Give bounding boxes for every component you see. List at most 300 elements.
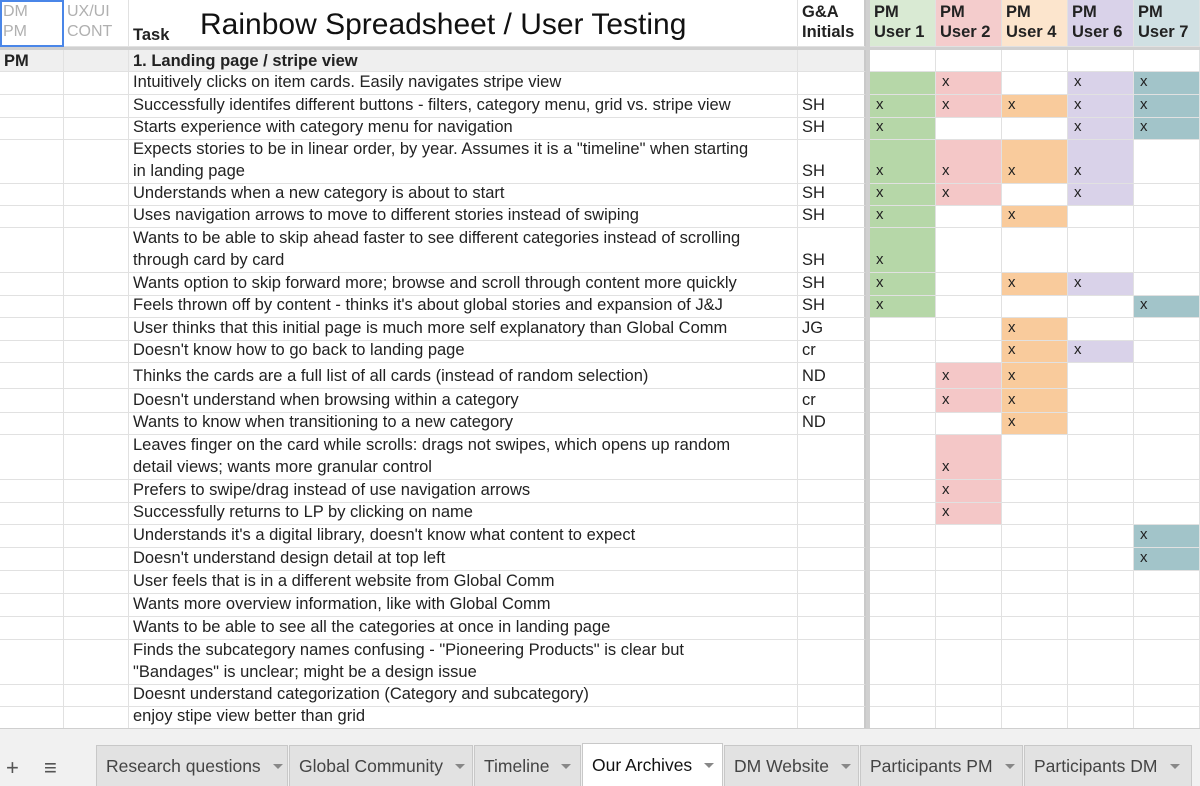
initials-cell[interactable]	[798, 318, 866, 341]
mark-text	[1002, 477, 1067, 478]
initials-cell[interactable]	[798, 503, 866, 525]
task-cell[interactable]	[129, 685, 798, 707]
dm-pm-cell[interactable]	[0, 184, 64, 206]
dm-pm-cell[interactable]	[0, 95, 64, 118]
user-cell-user4[interactable]	[1002, 296, 1068, 318]
ux-ui-cont-cell[interactable]	[64, 72, 129, 95]
user-cell-user2[interactable]	[936, 118, 1002, 140]
initials-cell[interactable]	[798, 118, 866, 140]
section-cell[interactable]	[1002, 50, 1068, 72]
frozen-row-divider[interactable]	[0, 47, 1200, 50]
user-cell-user1[interactable]	[870, 341, 936, 363]
user-cell-user2[interactable]	[936, 228, 1002, 273]
user-cell-user4[interactable]	[1002, 685, 1068, 707]
user-cell-user1[interactable]	[870, 617, 936, 640]
user-cell-user2[interactable]	[936, 95, 1002, 118]
section-cell[interactable]	[798, 50, 866, 72]
mark-text	[1068, 338, 1133, 339]
ux-ui-cont-cell[interactable]	[64, 548, 129, 571]
user-cell-user4[interactable]	[1002, 318, 1068, 341]
ux-ui-cont-cell[interactable]	[64, 389, 129, 413]
task-cell[interactable]	[129, 435, 798, 480]
user-cell-user6[interactable]	[1068, 228, 1134, 273]
user-cell-user2[interactable]	[936, 617, 1002, 640]
ux-ui-cont-cell[interactable]	[64, 95, 129, 118]
section-cell[interactable]	[0, 50, 64, 72]
user-cell-user7[interactable]	[1134, 548, 1200, 571]
initials-cell[interactable]	[798, 389, 866, 413]
task-cell[interactable]	[129, 525, 798, 548]
user-cell-user2[interactable]	[936, 525, 1002, 548]
task-cell[interactable]	[129, 318, 798, 341]
task-cell[interactable]	[129, 296, 798, 318]
sheet-tab-label: Participants PM	[870, 756, 993, 776]
user-cell-user2[interactable]	[936, 273, 1002, 296]
header-ux-ui-cont-label: UX/UI CONT	[67, 3, 113, 40]
chevron-down-icon[interactable]	[455, 764, 465, 769]
initials-cell[interactable]	[798, 685, 866, 707]
chevron-down-icon[interactable]	[1170, 764, 1180, 769]
user-cell-user4[interactable]	[1002, 571, 1068, 594]
user-cell-user1[interactable]	[870, 184, 936, 206]
add-sheet-button[interactable]: +	[6, 755, 19, 780]
ux-ui-cont-cell[interactable]	[64, 480, 129, 503]
initials-cell[interactable]	[798, 206, 866, 228]
user-cell-user4[interactable]	[1002, 228, 1068, 273]
user-cell-user4[interactable]	[1002, 184, 1068, 206]
sheet-tab-global-community[interactable]	[289, 745, 473, 786]
initials-cell[interactable]	[798, 548, 866, 571]
user-cell-user4[interactable]	[1002, 617, 1068, 640]
header-cell-initials[interactable]	[798, 0, 866, 47]
user-cell-user4[interactable]	[1002, 435, 1068, 480]
table-row	[0, 341, 1200, 363]
user-cell-user7[interactable]	[1134, 413, 1200, 435]
sheet-tab-participants-dm[interactable]	[1024, 745, 1192, 786]
user-cell-user1[interactable]	[870, 140, 936, 184]
task-cell[interactable]	[129, 640, 798, 685]
dm-pm-cell[interactable]	[0, 685, 64, 707]
initials-cell[interactable]	[798, 363, 866, 389]
user-cell-user1[interactable]	[870, 594, 936, 617]
section-cell[interactable]	[129, 50, 798, 72]
user-cell-user2[interactable]	[936, 548, 1002, 571]
dm-pm-cell[interactable]	[0, 140, 64, 184]
user-cell-user6[interactable]	[1068, 389, 1134, 413]
initials-cell[interactable]	[798, 413, 866, 435]
header-cell-user-4[interactable]	[1068, 0, 1134, 47]
ux-ui-cont-cell[interactable]	[64, 363, 129, 389]
user-cell-user7[interactable]	[1134, 118, 1200, 140]
user-cell-user1[interactable]	[870, 206, 936, 228]
initials-text: cr	[802, 391, 816, 409]
ux-ui-cont-cell[interactable]	[64, 525, 129, 548]
user-cell-user6[interactable]	[1068, 273, 1134, 296]
user-cell-user6[interactable]	[1068, 594, 1134, 617]
user-cell-user7[interactable]	[1134, 571, 1200, 594]
user-cell-user2[interactable]	[936, 363, 1002, 389]
chevron-down-icon[interactable]	[561, 764, 571, 769]
mark-text	[1068, 614, 1133, 615]
user-cell-user6[interactable]	[1068, 685, 1134, 707]
sheet-tab-participants-pm[interactable]	[860, 745, 1023, 786]
user-cell-user7[interactable]	[1134, 228, 1200, 273]
user-cell-user1[interactable]	[870, 571, 936, 594]
user-cell-user6[interactable]	[1068, 548, 1134, 571]
section-cell[interactable]	[64, 50, 129, 72]
user-cell-user4[interactable]	[1002, 118, 1068, 140]
table-row	[0, 273, 1200, 296]
user-cell-user1[interactable]	[870, 228, 936, 273]
initials-cell[interactable]	[798, 184, 866, 206]
dm-pm-cell[interactable]	[0, 389, 64, 413]
user-cell-user4[interactable]	[1002, 707, 1068, 728]
ux-ui-cont-cell[interactable]	[64, 617, 129, 640]
dm-pm-cell[interactable]	[0, 435, 64, 480]
user-cell-user7[interactable]	[1134, 617, 1200, 640]
ux-ui-cont-cell[interactable]	[64, 503, 129, 525]
user-cell-user7[interactable]	[1134, 273, 1200, 296]
user-cell-user2[interactable]	[936, 296, 1002, 318]
section-cell[interactable]	[1134, 50, 1200, 72]
task-cell[interactable]	[129, 503, 798, 525]
mark-text: x	[942, 162, 950, 179]
initials-cell[interactable]	[798, 341, 866, 363]
user-cell-user1[interactable]	[870, 296, 936, 318]
user-cell-user2[interactable]	[936, 571, 1002, 594]
user-cell-user2[interactable]	[936, 184, 1002, 206]
user-cell-user6[interactable]	[1068, 95, 1134, 118]
user-cell-user2[interactable]	[936, 640, 1002, 685]
dm-pm-cell[interactable]	[0, 273, 64, 296]
task-cell[interactable]	[129, 184, 798, 206]
section-cell[interactable]	[1068, 50, 1134, 72]
task-cell[interactable]	[129, 389, 798, 413]
dm-pm-cell[interactable]	[0, 594, 64, 617]
task-cell[interactable]	[129, 228, 798, 273]
initials-cell[interactable]	[798, 480, 866, 503]
task-cell[interactable]	[129, 571, 798, 594]
chevron-down-icon[interactable]	[704, 763, 714, 768]
user-cell-user4[interactable]	[1002, 413, 1068, 435]
dm-pm-cell[interactable]	[0, 548, 64, 571]
header-cell-user-1[interactable]	[870, 0, 936, 47]
header-cell-user-2[interactable]	[936, 0, 1002, 47]
dm-pm-cell[interactable]	[0, 525, 64, 548]
initials-cell[interactable]	[798, 140, 866, 184]
header-cell-ux-ui-cont[interactable]	[64, 0, 129, 47]
user-cell-user7[interactable]	[1134, 318, 1200, 341]
user-cell-user2[interactable]	[936, 707, 1002, 728]
user-cell-user6[interactable]	[1068, 571, 1134, 594]
user-cell-user1[interactable]	[870, 525, 936, 548]
user-cell-user1[interactable]	[870, 413, 936, 435]
table-row	[0, 548, 1200, 571]
chevron-down-icon[interactable]	[841, 764, 851, 769]
user-cell-user4[interactable]	[1002, 389, 1068, 413]
user-cell-user1[interactable]	[870, 389, 936, 413]
task-cell[interactable]	[129, 594, 798, 617]
initials-cell[interactable]	[798, 525, 866, 548]
header-cell-user-5[interactable]	[1134, 0, 1200, 47]
user-cell-user7[interactable]	[1134, 707, 1200, 728]
task-cell[interactable]	[129, 707, 798, 728]
user-cell-user4[interactable]	[1002, 95, 1068, 118]
user-cell-user6[interactable]	[1068, 118, 1134, 140]
ux-ui-cont-cell[interactable]	[64, 140, 129, 184]
user-cell-user6[interactable]	[1068, 435, 1134, 480]
user-cell-user4[interactable]	[1002, 640, 1068, 685]
sheet-tab-label: Global Community	[299, 756, 443, 776]
user-cell-user4[interactable]	[1002, 206, 1068, 228]
user-cell-user6[interactable]	[1068, 363, 1134, 389]
mark-text	[1134, 270, 1199, 271]
header-dm-pm-label: DM PM	[3, 3, 28, 40]
user-cell-user2[interactable]	[936, 72, 1002, 95]
chevron-down-icon[interactable]	[273, 764, 283, 769]
user-cell-user7[interactable]	[1134, 296, 1200, 318]
user-cell-user7[interactable]	[1134, 685, 1200, 707]
user-cell-user7[interactable]	[1134, 594, 1200, 617]
mark-text: x	[876, 162, 884, 179]
user-cell-user7[interactable]	[1134, 140, 1200, 184]
user-cell-user7[interactable]	[1134, 435, 1200, 480]
task-cell[interactable]	[129, 118, 798, 140]
section-cell[interactable]	[936, 50, 1002, 72]
user-cell-user4[interactable]	[1002, 594, 1068, 617]
initials-cell[interactable]	[798, 617, 866, 640]
sheet-tab-dm-website[interactable]	[724, 745, 859, 786]
dm-pm-cell[interactable]	[0, 617, 64, 640]
ux-ui-cont-cell[interactable]	[64, 118, 129, 140]
initials-cell[interactable]	[798, 435, 866, 480]
user-cell-user7[interactable]	[1134, 389, 1200, 413]
header-cell-dm-pm[interactable]	[0, 0, 64, 47]
mark-text	[936, 338, 1001, 339]
task-cell[interactable]	[129, 413, 798, 435]
header-cell-user-3[interactable]	[1002, 0, 1068, 47]
dm-pm-cell[interactable]	[0, 206, 64, 228]
user-cell-user2[interactable]	[936, 140, 1002, 184]
user-cell-user1[interactable]	[870, 318, 936, 341]
dm-pm-cell[interactable]	[0, 503, 64, 525]
dm-pm-cell[interactable]	[0, 318, 64, 341]
sheet-tab-research-questions[interactable]	[96, 745, 288, 786]
initials-text	[798, 726, 864, 727]
user-cell-user2[interactable]	[936, 480, 1002, 503]
task-cell[interactable]	[129, 617, 798, 640]
chevron-down-icon[interactable]	[1005, 764, 1015, 769]
dm-pm-cell[interactable]	[0, 413, 64, 435]
dm-pm-cell[interactable]	[0, 118, 64, 140]
initials-cell[interactable]	[798, 296, 866, 318]
user-cell-user6[interactable]	[1068, 184, 1134, 206]
user-cell-user4[interactable]	[1002, 72, 1068, 95]
initials-text: ND	[802, 367, 826, 385]
user-cell-user2[interactable]	[936, 318, 1002, 341]
user-cell-user6[interactable]	[1068, 72, 1134, 95]
user-cell-user2[interactable]	[936, 413, 1002, 435]
user-cell-user7[interactable]	[1134, 503, 1200, 525]
user-cell-user6[interactable]	[1068, 640, 1134, 685]
user-cell-user4[interactable]	[1002, 548, 1068, 571]
task-text: Wants more overview information, like with Global Comm	[133, 595, 551, 613]
user-cell-user7[interactable]	[1134, 363, 1200, 389]
ux-ui-cont-cell[interactable]	[64, 707, 129, 728]
sheet-tab-label: Research questions	[106, 756, 261, 776]
user-cell-user6[interactable]	[1068, 140, 1134, 184]
dm-pm-cell[interactable]	[0, 480, 64, 503]
mark-text: x	[1008, 319, 1016, 336]
user-cell-user6[interactable]	[1068, 296, 1134, 318]
dm-pm-cell[interactable]	[0, 296, 64, 318]
task-cell[interactable]	[129, 273, 798, 296]
task-text: Intuitively clicks on item cards. Easily navigates stripe view	[133, 73, 562, 91]
user-cell-user4[interactable]	[1002, 525, 1068, 548]
user-cell-user1[interactable]	[870, 548, 936, 571]
ux-ui-cont-cell[interactable]	[64, 413, 129, 435]
user-cell-user4[interactable]	[1002, 273, 1068, 296]
mark-text: x	[1140, 118, 1148, 135]
mark-text	[1068, 432, 1133, 433]
user-cell-user1[interactable]	[870, 435, 936, 480]
ux-ui-cont-cell[interactable]	[64, 206, 129, 228]
user-cell-user2[interactable]	[936, 435, 1002, 480]
user-cell-user7[interactable]	[1134, 480, 1200, 503]
user-cell-user1[interactable]	[870, 707, 936, 728]
user-cell-user7[interactable]	[1134, 184, 1200, 206]
dm-pm-cell[interactable]	[0, 341, 64, 363]
user-cell-user1[interactable]	[870, 480, 936, 503]
user-cell-user6[interactable]	[1068, 503, 1134, 525]
user-cell-user7[interactable]	[1134, 206, 1200, 228]
sheet-tab-label: DM Website	[734, 756, 829, 776]
user-cell-user2[interactable]	[936, 594, 1002, 617]
initials-cell[interactable]	[798, 571, 866, 594]
ux-ui-cont-cell[interactable]	[64, 184, 129, 206]
user-cell-user7[interactable]	[1134, 640, 1200, 685]
initials-cell[interactable]	[798, 95, 866, 118]
initials-cell[interactable]	[798, 228, 866, 273]
user-cell-user4[interactable]	[1002, 140, 1068, 184]
user-cell-user4[interactable]	[1002, 341, 1068, 363]
mark-text	[870, 568, 935, 569]
all-sheets-list-button[interactable]: ≡	[44, 755, 57, 780]
user-cell-user2[interactable]	[936, 503, 1002, 525]
task-cell[interactable]	[129, 95, 798, 118]
mark-text	[1134, 522, 1199, 523]
section-cell[interactable]	[870, 50, 936, 72]
dm-pm-cell[interactable]	[0, 640, 64, 685]
user-cell-user7[interactable]	[1134, 341, 1200, 363]
ux-ui-cont-cell[interactable]	[64, 571, 129, 594]
ux-ui-cont-cell[interactable]	[64, 318, 129, 341]
ux-ui-cont-cell[interactable]	[64, 341, 129, 363]
frozen-column-divider[interactable]	[866, 0, 870, 728]
ux-ui-cont-cell[interactable]	[64, 228, 129, 273]
user-cell-user6[interactable]	[1068, 525, 1134, 548]
user-cell-user1[interactable]	[870, 95, 936, 118]
initials-cell[interactable]	[798, 707, 866, 728]
mark-text: x	[942, 96, 950, 113]
task-cell[interactable]	[129, 206, 798, 228]
task-cell[interactable]	[129, 363, 798, 389]
task-cell[interactable]	[129, 548, 798, 571]
user-cell-user2[interactable]	[936, 341, 1002, 363]
task-text: Uses navigation arrows to move to different stories instead of swiping	[133, 206, 639, 224]
user-cell-user1[interactable]	[870, 363, 936, 389]
user-cell-user6[interactable]	[1068, 480, 1134, 503]
user-cell-user7[interactable]	[1134, 72, 1200, 95]
mark-text	[1002, 637, 1067, 638]
task-cell[interactable]	[129, 480, 798, 503]
task-cell[interactable]	[129, 140, 798, 184]
ux-ui-cont-cell[interactable]	[64, 296, 129, 318]
user-cell-user2[interactable]	[936, 389, 1002, 413]
user-cell-user1[interactable]	[870, 640, 936, 685]
dm-pm-cell[interactable]	[0, 228, 64, 273]
dm-pm-cell[interactable]	[0, 72, 64, 95]
table-row	[0, 228, 1200, 273]
mark-text	[1068, 522, 1133, 523]
initials-cell[interactable]	[798, 640, 866, 685]
user-cell-user1[interactable]	[870, 118, 936, 140]
task-cell[interactable]	[129, 341, 798, 363]
user-cell-user6[interactable]	[1068, 707, 1134, 728]
ux-ui-cont-cell[interactable]	[64, 273, 129, 296]
mark-text	[1002, 315, 1067, 316]
user-cell-user4[interactable]	[1002, 503, 1068, 525]
initials-text: SH	[802, 296, 825, 314]
table-row	[0, 413, 1200, 435]
initials-cell[interactable]	[798, 72, 866, 95]
sheet-tab-bar	[0, 728, 1200, 786]
initials-text: JG	[802, 319, 824, 337]
ux-ui-cont-cell[interactable]	[64, 594, 129, 617]
sheet-tab-timeline[interactable]	[474, 745, 581, 786]
mark-text	[1134, 225, 1199, 226]
user-cell-user1[interactable]	[870, 503, 936, 525]
sheet-tab-our-archives[interactable]	[582, 743, 723, 786]
ux-ui-cont-cell[interactable]	[64, 640, 129, 685]
table-row	[0, 363, 1200, 389]
user-cell-user1[interactable]	[870, 273, 936, 296]
mark-text	[870, 522, 935, 523]
user-cell-user7[interactable]	[1134, 525, 1200, 548]
task-text: Prefers to swipe/drag instead of use navigation arrows	[133, 481, 531, 499]
dm-pm-cell[interactable]	[0, 363, 64, 389]
user-cell-user6[interactable]	[1068, 318, 1134, 341]
initials-cell[interactable]	[798, 594, 866, 617]
user-cell-user1[interactable]	[870, 685, 936, 707]
ux-ui-cont-cell[interactable]	[64, 685, 129, 707]
task-cell[interactable]	[129, 72, 798, 95]
user-cell-user1[interactable]	[870, 72, 936, 95]
user-cell-user2[interactable]	[936, 685, 1002, 707]
user-cell-user2[interactable]	[936, 206, 1002, 228]
user-cell-user4[interactable]	[1002, 363, 1068, 389]
user-cell-user6[interactable]	[1068, 341, 1134, 363]
user-cell-user6[interactable]	[1068, 413, 1134, 435]
user-cell-user6[interactable]	[1068, 617, 1134, 640]
user-cell-user4[interactable]	[1002, 480, 1068, 503]
dm-pm-cell[interactable]	[0, 707, 64, 728]
user-cell-user7[interactable]	[1134, 95, 1200, 118]
ux-ui-cont-cell[interactable]	[64, 435, 129, 480]
initials-cell[interactable]	[798, 273, 866, 296]
dm-pm-cell[interactable]	[0, 571, 64, 594]
user-cell-user6[interactable]	[1068, 206, 1134, 228]
